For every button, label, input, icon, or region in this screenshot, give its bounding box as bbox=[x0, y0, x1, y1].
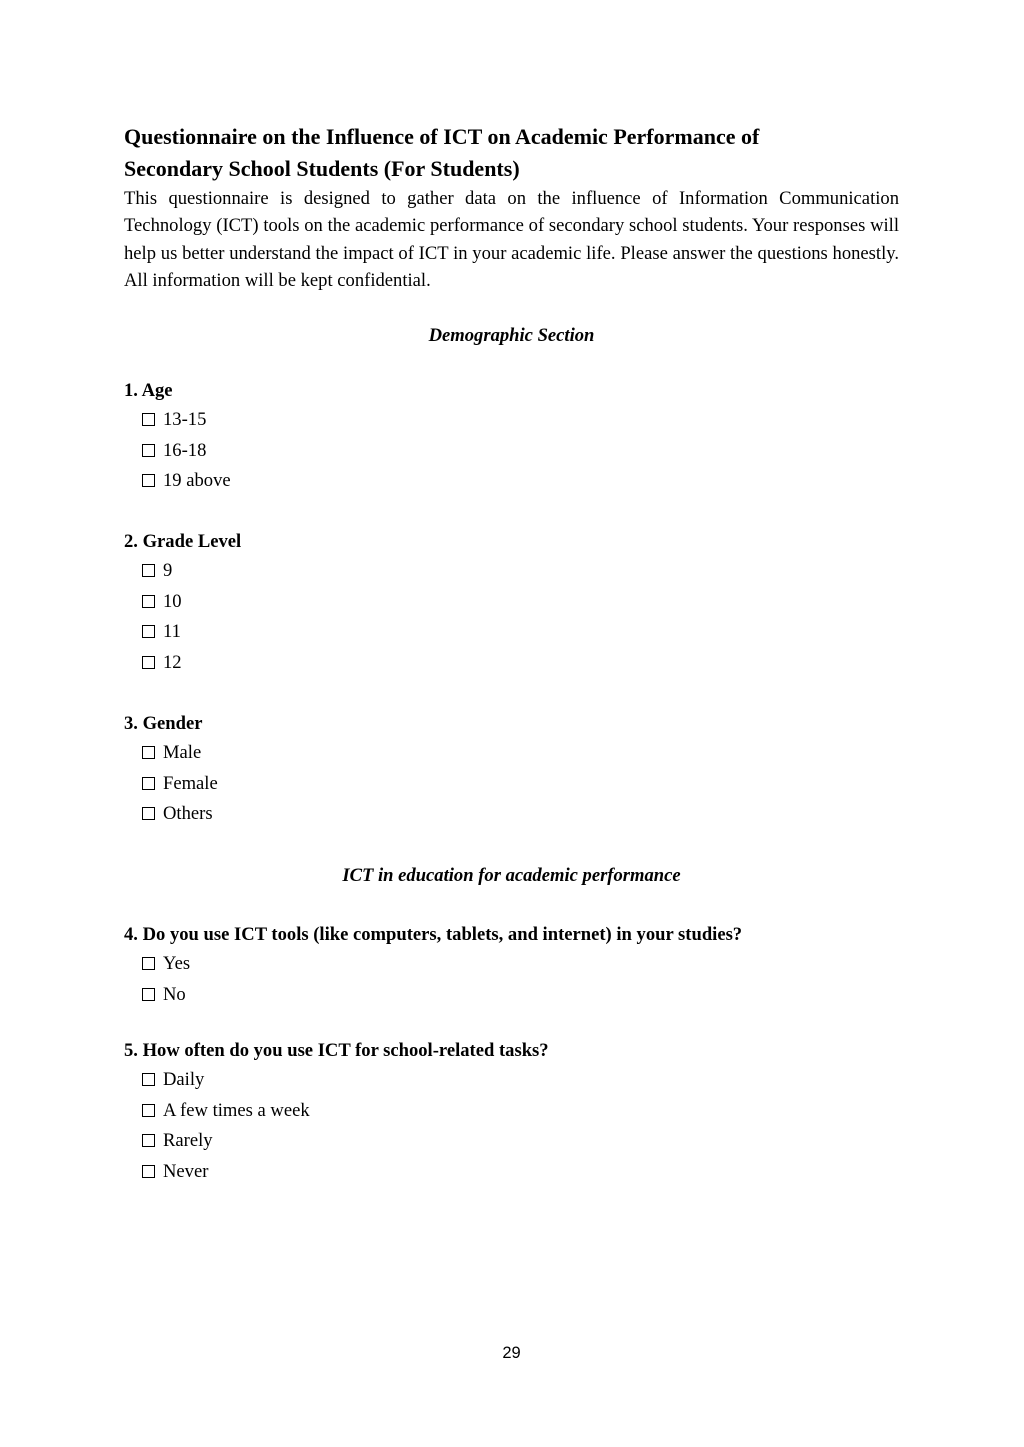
option-never[interactable] bbox=[142, 1160, 899, 1191]
checkbox-icon[interactable] bbox=[142, 1165, 155, 1178]
option-label: Others bbox=[163, 803, 213, 824]
option-list bbox=[124, 952, 899, 1013]
option-male[interactable] bbox=[142, 741, 899, 772]
page-number: 29 bbox=[502, 1344, 521, 1362]
option-label: 16-18 bbox=[163, 439, 207, 461]
option-label: 13-15 bbox=[163, 409, 207, 430]
option-no[interactable] bbox=[142, 983, 899, 1014]
option-label: 10 bbox=[163, 590, 182, 612]
checkbox-icon[interactable] bbox=[142, 595, 155, 608]
option-others[interactable] bbox=[142, 802, 899, 833]
checkbox-icon[interactable] bbox=[142, 413, 155, 426]
option-19-above[interactable] bbox=[142, 469, 899, 500]
option-label: Never bbox=[163, 1160, 209, 1182]
option-list bbox=[124, 1068, 899, 1190]
checkbox-icon[interactable] bbox=[142, 988, 155, 1001]
option-label: 11 bbox=[163, 621, 181, 642]
option-label: 19 above bbox=[163, 470, 231, 491]
document-title bbox=[124, 121, 899, 185]
question-age bbox=[124, 379, 899, 500]
option-grade-12[interactable] bbox=[142, 651, 899, 682]
option-label: Daily bbox=[163, 1069, 205, 1090]
option-label: Yes bbox=[163, 953, 191, 974]
option-few-times-week[interactable] bbox=[142, 1099, 899, 1130]
option-list bbox=[124, 559, 899, 681]
checkbox-icon[interactable] bbox=[142, 746, 155, 759]
section-heading-demographic: Demographic Section bbox=[428, 325, 595, 346]
checkbox-icon[interactable] bbox=[142, 1073, 155, 1086]
checkbox-icon[interactable] bbox=[142, 474, 155, 487]
question-label: 4. Do you use ICT tools (like computers, tablets, and internet) in your studies? bbox=[124, 924, 743, 945]
option-label: 12 bbox=[163, 651, 182, 673]
checkbox-icon[interactable] bbox=[142, 625, 155, 638]
checkbox-icon[interactable] bbox=[142, 1134, 155, 1147]
option-label: No bbox=[163, 983, 186, 1005]
checkbox-icon[interactable] bbox=[142, 957, 155, 970]
option-13-15[interactable] bbox=[142, 408, 899, 439]
option-grade-9[interactable] bbox=[142, 559, 899, 590]
option-label: 9 bbox=[163, 560, 173, 581]
title-line-2: Secondary School Students (For Students) bbox=[124, 156, 520, 181]
checkbox-icon[interactable] bbox=[142, 1104, 155, 1117]
checkbox-icon[interactable] bbox=[142, 807, 155, 820]
section-heading-ict: ICT in education for academic performance bbox=[342, 865, 681, 886]
checkbox-icon[interactable] bbox=[142, 656, 155, 669]
document-page bbox=[124, 0, 899, 1447]
option-list bbox=[124, 408, 899, 500]
option-female[interactable] bbox=[142, 772, 899, 803]
question-label: 2. Grade Level bbox=[124, 531, 242, 552]
option-list bbox=[124, 741, 899, 833]
intro-paragraph: This questionnaire is designed to gather data on the influence of Information Communication Technology (ICT) tools on the academic performance of secondary school students. Your responses will help us better understand the impact of ICT in your academic life. Please answer the questions honestly. All information will be kept confidential. bbox=[124, 188, 899, 291]
question-label: 3. Gender bbox=[124, 713, 203, 734]
option-label: Rarely bbox=[163, 1130, 213, 1151]
title-line-1: Questionnaire on the Influence of ICT on Academic Performance of bbox=[124, 124, 760, 149]
option-grade-10[interactable] bbox=[142, 590, 899, 621]
option-label: A few times a week bbox=[163, 1099, 310, 1121]
question-label: 1. Age bbox=[124, 380, 173, 401]
question-label: 5. How often do you use ICT for school-related tasks? bbox=[124, 1040, 549, 1061]
question-gender bbox=[124, 712, 899, 833]
option-label: Male bbox=[163, 742, 202, 763]
question-ict-frequency bbox=[124, 1039, 899, 1190]
question-use-ict-tools bbox=[124, 923, 899, 1013]
checkbox-icon[interactable] bbox=[142, 444, 155, 457]
option-grade-11[interactable] bbox=[142, 620, 899, 651]
checkbox-icon[interactable] bbox=[142, 564, 155, 577]
option-yes[interactable] bbox=[142, 952, 899, 983]
option-daily[interactable] bbox=[142, 1068, 899, 1099]
option-16-18[interactable] bbox=[142, 439, 899, 470]
option-rarely[interactable] bbox=[142, 1129, 899, 1160]
question-grade-level bbox=[124, 530, 899, 681]
checkbox-icon[interactable] bbox=[142, 777, 155, 790]
option-label: Female bbox=[163, 772, 218, 794]
